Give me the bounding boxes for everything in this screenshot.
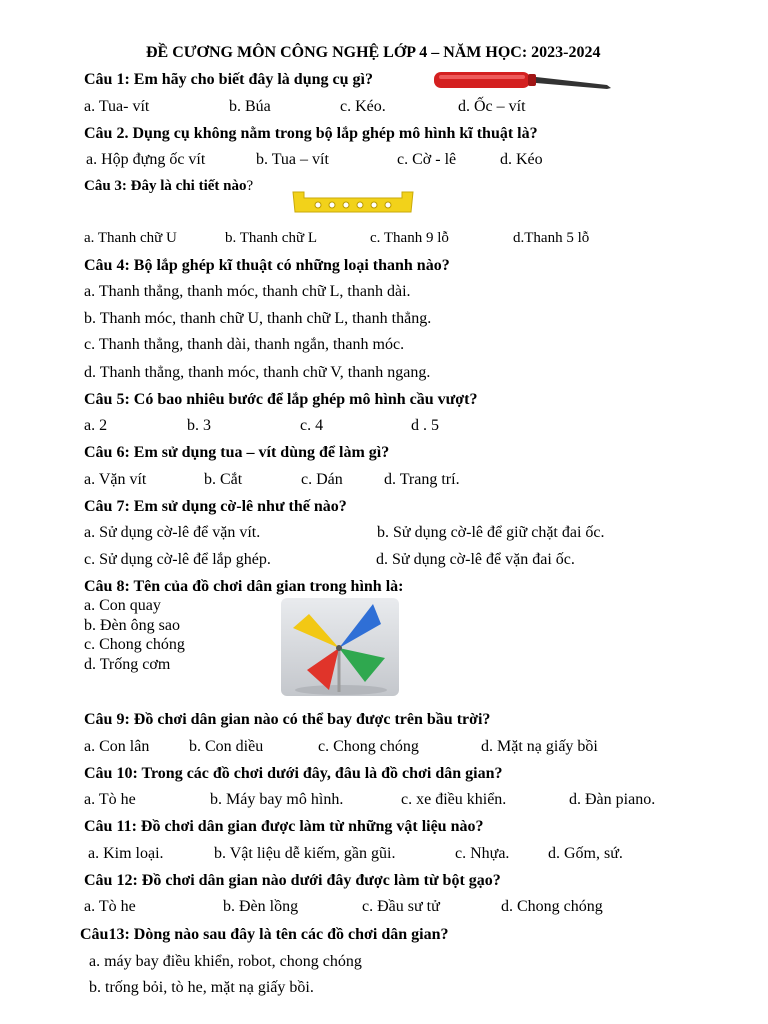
q1-option-c: c. Kéo.: [340, 98, 386, 115]
q4-option-b: b. Thanh móc, thanh chữ U, thanh chữ L, thanh thẳng.: [84, 310, 432, 327]
q10-option-d: d. Đàn piano.: [569, 791, 656, 808]
q2-option-c: c. Cờ - lê: [397, 151, 457, 168]
q10-option-c: c. xe điều khiển.: [401, 791, 507, 808]
question-3: Câu 3: Đây là chi tiết nào?: [84, 178, 254, 194]
q9-option-c: c. Chong chóng: [318, 738, 419, 755]
q1-option-b: b. Búa: [229, 98, 271, 115]
q2-option-a: a. Hộp đựng ốc vít: [86, 151, 206, 168]
q10-option-b: b. Máy bay mô hình.: [210, 791, 344, 808]
question-5: Câu 5: Có bao nhiêu bước để lắp ghép mô hình cầu vượt?: [84, 391, 478, 408]
question-11: Câu 11: Đồ chơi dân gian được làm từ những vật liệu nào?: [84, 818, 484, 835]
q12-option-a: a. Tò he: [84, 898, 136, 915]
question-10: Câu 10: Trong các đồ chơi dưới đây, đâu là đồ chơi dân gian?: [84, 765, 503, 782]
q9-option-d: d. Mặt nạ giấy bồi: [481, 738, 598, 755]
q1-option-a: a. Tua- vít: [84, 98, 150, 115]
question-7: Câu 7: Em sử dụng cờ-lê như thế nào?: [84, 498, 347, 515]
q5-option-b: b. 3: [187, 417, 211, 434]
q3-option-c: c. Thanh 9 lỗ: [370, 230, 449, 246]
question-9: Câu 9: Đồ chơi dân gian nào có thể bay được trên bầu trời?: [84, 711, 491, 728]
q8-option-d: d. Trống cơm: [84, 656, 171, 673]
q4-option-a: a. Thanh thẳng, thanh móc, thanh chữ L, thanh dài.: [84, 283, 411, 300]
q2-option-d: d. Kéo: [500, 151, 543, 168]
q12-option-c: c. Đầu sư tử: [362, 898, 440, 915]
q5-option-a: a. 2: [84, 417, 108, 434]
question-1: Câu 1: Em hãy cho biết đây là dụng cụ gì?: [84, 71, 373, 88]
u-bar-image: [290, 188, 416, 216]
q8-option-c: c. Chong chóng: [84, 636, 185, 653]
question-4: Câu 4: Bộ lắp ghép kĩ thuật có những loại thanh nào?: [84, 257, 450, 274]
q7-option-c: c. Sử dụng cờ-lê để lắp ghép.: [84, 551, 271, 568]
question-13: Câu13: Dòng nào sau đây là tên các đồ chơi dân gian?: [80, 926, 449, 943]
question-12: Câu 12: Đồ chơi dân gian nào dưới đây được làm từ bột gạo?: [84, 872, 501, 889]
pinwheel-image: [281, 598, 399, 696]
q1-option-d: d. Ốc – vít: [458, 98, 526, 115]
q6-option-d: d. Trang trí.: [384, 471, 460, 488]
q11-option-d: d. Gốm, sứ.: [548, 845, 623, 862]
q11-option-a: a. Kim loại.: [88, 845, 164, 862]
q3-option-b: b. Thanh chữ L: [225, 230, 317, 246]
q6-option-b: b. Cắt: [204, 471, 243, 488]
q5-option-d: d . 5: [411, 417, 439, 434]
q13-option-a: a. máy bay điều khiển, robot, chong chóng: [89, 953, 362, 970]
question-6: Câu 6: Em sử dụng tua – vít dùng để làm gì?: [84, 444, 390, 461]
q7-option-b: b. Sử dụng cờ-lê để giữ chặt đai ốc.: [377, 524, 605, 541]
q11-option-c: c. Nhựa.: [455, 845, 510, 862]
q13-option-b: b. trống bỏi, tò he, mặt nạ giấy bồi.: [89, 979, 314, 996]
page-title: ĐỀ CƯƠNG MÔN CÔNG NGHỆ LỚP 4 – NĂM HỌC: 2023-2024: [146, 44, 601, 61]
q6-option-a: a. Vặn vít: [84, 471, 147, 488]
q12-option-b: b. Đèn lồng: [223, 898, 299, 915]
q8-option-a: a. Con quay: [84, 597, 161, 614]
q9-option-b: b. Con diều: [189, 738, 264, 755]
q10-option-a: a. Tò he: [84, 791, 136, 808]
q3-option-d: d.Thanh 5 lỗ: [513, 230, 590, 246]
question-2: Câu 2. Dụng cụ không nằm trong bộ lắp ghép mô hình kĩ thuật là?: [84, 125, 538, 142]
q6-option-c: c. Dán: [301, 471, 343, 488]
question-8: Câu 8: Tên của đồ chơi dân gian trong hình là:: [84, 578, 404, 595]
q3-option-a: a. Thanh chữ U: [84, 230, 177, 246]
q12-option-d: d. Chong chóng: [501, 898, 603, 915]
q7-option-a: a. Sử dụng cờ-lê để vặn vít.: [84, 524, 261, 541]
screwdriver-image: [433, 64, 616, 96]
q2-option-b: b. Tua – vít: [256, 151, 329, 168]
q8-option-b: b. Đèn ông sao: [84, 617, 180, 634]
q9-option-a: a. Con lân: [84, 738, 150, 755]
q11-option-b: b. Vật liệu dễ kiếm, gần gũi.: [214, 845, 396, 862]
q4-option-d: d. Thanh thẳng, thanh móc, thanh chữ V, thanh ngang.: [84, 364, 431, 381]
q5-option-c: c. 4: [300, 417, 324, 434]
q4-option-c: c. Thanh thẳng, thanh dài, thanh ngắn, thanh móc.: [84, 336, 405, 353]
q7-option-d: d. Sử dụng cờ-lê để vặn đai ốc.: [376, 551, 575, 568]
